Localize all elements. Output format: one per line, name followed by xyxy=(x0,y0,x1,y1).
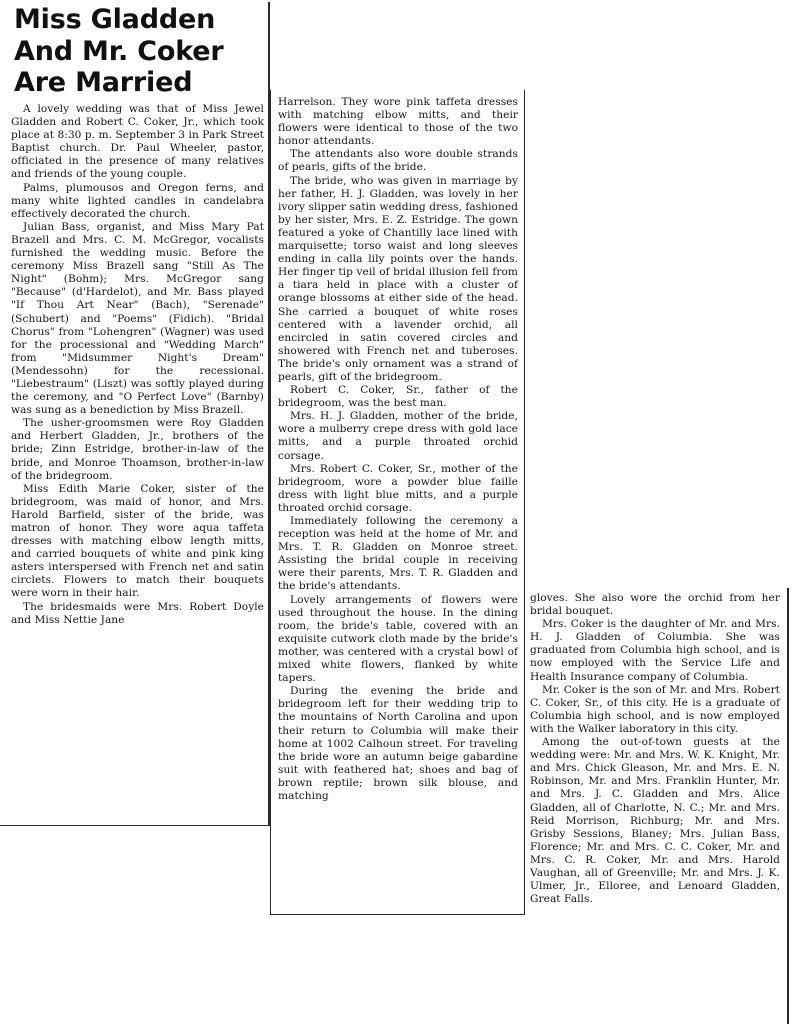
article-column-2 xyxy=(278,96,518,803)
paragraph: Mrs. Robert C. Coker, Sr., mother of the bridegroom, wore a powder blue faille dress with light blue mitts, and a purple throated orchid corsage. xyxy=(278,462,518,514)
paragraph: Mrs. H. J. Gladden, mother of the bride, wore a mulberry crepe dress with gold lace mitts, and a purple throated orchid corsage. xyxy=(278,410,518,462)
article-column-3 xyxy=(530,592,780,906)
paragraph: The attendants also wore double strands of pearls, gifts of the bride. xyxy=(278,148,518,174)
paragraph: Miss Edith Marie Coker, sister of the bridegroom, was maid of honor, and Mrs. Harold Barfield, sister of the bride, was matron of honor. They wore aqua taffeta dresses with matching elbow length mitts, and carried bouquets of white and pink king asters interspersed with French net and satin circlets. Flowers to match their bouquets were worn in their hair. xyxy=(11,482,264,600)
headline-line-1: Miss Gladden xyxy=(14,4,216,35)
headline xyxy=(14,4,266,99)
paragraph: The usher-groomsmen were Roy Gladden and Herbert Gladden, Jr., brothers of the bride; Zinn Estridge, brother-in-law of the bride, and Monroe Thoamson, brother-in-law of the bridegroom. xyxy=(11,417,264,482)
column-rule-2-right xyxy=(524,90,525,914)
column-rule-1-bottom xyxy=(0,825,270,826)
paragraph: Lovely arrangements of flowers were used throughout the house. In the dining room, the bride's table, covered with an exquisite cutwork cloth made by the bride's mother, was centered with a crystal bowl of mixed white flowers, flanked by white tapers. xyxy=(278,593,518,685)
paragraph-continued: Harrelson. They wore pink taffeta dresses with matching elbow mitts, and their flowers were identical to those of the two honor attendants. xyxy=(278,96,518,148)
column-rule-2-left xyxy=(270,90,271,914)
paragraph: Mrs. Coker is the daughter of Mr. and Mrs. H. J. Gladden of Columbia. She was graduated from Columbia high school, and is now employed with the Service Life and Health Insurance company of Columbia. xyxy=(530,618,780,683)
paragraph: Palms, plumousos and Oregon ferns, and many white lighted candles in candelabra effectively decorated the church. xyxy=(11,181,264,220)
headline-line-2: And Mr. Coker xyxy=(14,35,224,67)
column-rule-3-right xyxy=(787,588,789,1024)
paragraph: Mr. Coker is the son of Mr. and Mrs. Robert C. Coker, Sr., of this city. He is a graduate of Columbia high school, and is now employed with the Walker laboratory in this city. xyxy=(530,683,780,735)
paragraph: Julian Bass, organist, and Miss Mary Pat Brazell and Mrs. C. M. McGregor, vocalists furnished the wedding music. Before the ceremony Miss Brazell sang "Still As The Night" (Bohm); Mrs. McGregor sang "Because" (d'Hardelot), and Mr. Bass played "If Thou Art Near" (Bach), "Serenade" (Schubert) and "Poems" (Fidich). "Bridal Chorus" from "Lohengren" (Wagner) was used for the processional and "Wedding March" from "Midsummer Night's Dream" (Mendessohn) for the recessional. "Liebestraum" (Liszt) was softly played during the ceremony, and "O Perfect Love" (Barnby) was sung as a benediction by Miss Brazell. xyxy=(11,220,264,417)
headline-line-3: Are Married xyxy=(14,67,193,98)
paragraph: A lovely wedding was that of Miss Jewel Gladden and Robert C. Coker, Jr., which took place at 8:30 p. m. September 3 in Park Street Baptist church. Dr. Paul Wheeler, pastor, officiated in the presence of many relatives and friends of the young couple. xyxy=(11,103,264,181)
paragraph: Robert C. Coker, Sr., father of the bridegroom, was the best man. xyxy=(278,384,518,410)
paragraph: The bridesmaids were Mrs. Robert Doyle and Miss Nettie Jane xyxy=(11,600,264,626)
paragraph-continued: gloves. She also wore the orchid from her bridal bouquet. xyxy=(530,592,780,618)
article-column-1 xyxy=(11,103,264,627)
paragraph: Among the out-of-town guests at the wedding were: Mr. and Mrs. W. K. Knight, Mr. and Mrs. Chick Gleason, Mr. and Mrs. E. N. Robinson, Mr. and Mrs. Franklin Hunter, Mr. and Mrs. J. C. Gladden and Mrs. Alice Gladden, all of Charlotte, N. C.; Mr. and Mrs. Reid Morrison, Richburg; Mr. and Mrs. Grisby Sessions, Blaney; Mrs. Julian Bass, Florence; Mr. and Mrs. C. C. Coker, Mr. and Mrs. C. R. Coker, Mr. and Mrs. Harold Vaughan, all of Greenville; Mr. and Mrs. J. K. Ulmer, Jr., Elloree, and Lenoard Gladden, Great Falls. xyxy=(530,736,780,906)
paragraph: The bride, who was given in marriage by her father, H. J. Gladden, was lovely in her ivory slipper satin wedding dress, fashioned by her sister, Mrs. E. Z. Estridge. The gown featured a yoke of Chantilly lace lined with marquisette; torso waist and long sleeves ending in calla lily points over the hands. Her finger tip veil of bridal illusion fell from a tiara held in place with a cluster of orange blossoms at either side of the head. She carried a bouquet of white roses centered with a lavender orchid, all encircled in satin covered circles and showered with French net and tuberoses. The bride's only ornament was a strand of pearls, gift of the bridegroom. xyxy=(278,174,518,383)
paragraph: Immediately following the ceremony a reception was held at the home of Mr. and Mrs. T. R. Gladden on Monroe street. Assisting the bridal couple in receiving were their parents, Mrs. T. R. Gladden and the bride's attendants. xyxy=(278,515,518,593)
column-rule-2-bottom xyxy=(270,914,525,915)
paragraph: During the evening the bride and bridegroom left for their wedding trip to the mountains of North Carolina and upon their return to Columbia will make their home at 1002 Calhoun street. For traveling the bride wore an autumn beige gabardine suit with feathered hat; shoes and bag of brown reptile; brown silk blouse, and matching xyxy=(278,685,518,802)
